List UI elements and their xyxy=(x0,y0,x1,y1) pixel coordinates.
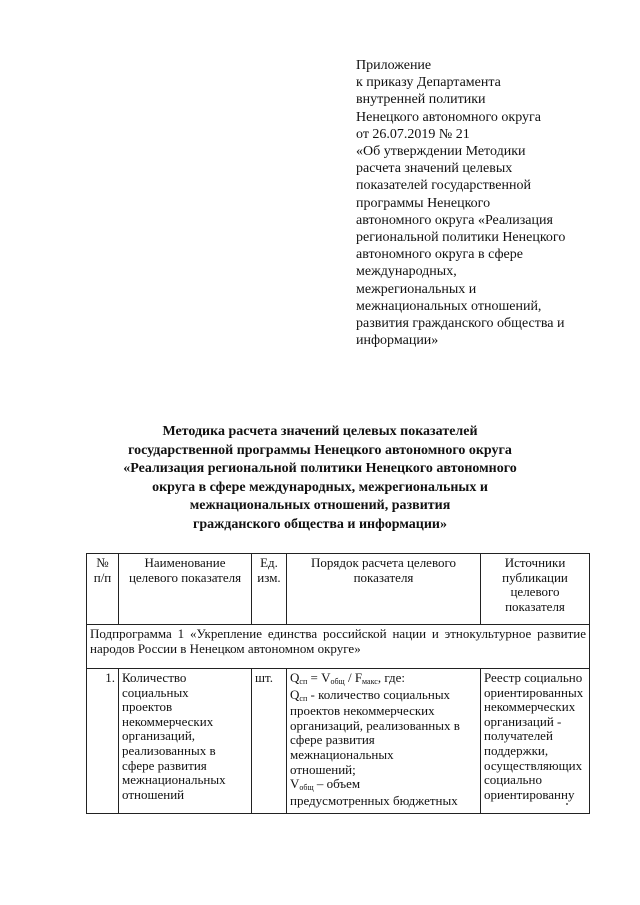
cell-line: поддержки, xyxy=(484,742,549,758)
appendix-line: региональной политики Ненецкого xyxy=(356,230,566,246)
subprogram-text: Подпрограмма 1 «Укрепление единства российской нации и этнокультурное развитие народов России в Ненецком автономном округе» xyxy=(87,625,590,669)
header-text: Источники xyxy=(504,555,566,570)
appendix-line: автономного округа в сфере xyxy=(356,247,523,263)
cell-line: получателей xyxy=(484,728,553,744)
cell-line: социально xyxy=(484,772,542,788)
header-text: Ед. xyxy=(260,555,278,570)
method-line: организаций, реализованных в xyxy=(290,717,460,733)
header-text: изм. xyxy=(257,569,281,585)
method-line: отношений; xyxy=(290,761,356,777)
cell-line: Реестр социально xyxy=(484,670,583,685)
method-line xyxy=(290,688,477,705)
title-line: гражданского общества и информации» xyxy=(192,516,447,532)
appendix-line: расчета значений целевых xyxy=(356,161,513,177)
header-text: целевого xyxy=(510,584,560,600)
formula-part: = V xyxy=(307,670,331,685)
table-row xyxy=(87,669,590,814)
appendix-line: межрегиональных и xyxy=(356,281,477,297)
cell-line: ориентированных xyxy=(484,684,584,700)
appendix-line: международных, xyxy=(356,264,457,280)
cell-line: межнациональных xyxy=(122,772,226,788)
cell-line: сфере развития xyxy=(122,757,207,773)
header-unit xyxy=(252,554,287,625)
cell-line: проектов xyxy=(122,699,173,715)
title-line: Методика расчета значений целевых показателей xyxy=(162,424,478,439)
method-symbol: V xyxy=(290,776,300,792)
header-text: публикации xyxy=(502,569,568,585)
method-line: межнациональных xyxy=(290,746,394,762)
formula-subscript: сп xyxy=(299,677,308,686)
title-line: округа в сфере международных, межрегиональных и xyxy=(152,479,488,495)
formula-subscript: макс xyxy=(362,677,378,686)
header-num xyxy=(87,554,119,625)
cell-line: некоммерческих xyxy=(122,713,214,729)
cell-line: отношений xyxy=(122,786,185,802)
method-line: проектов некоммерческих xyxy=(290,703,435,719)
appendix-block xyxy=(356,57,596,349)
appendix-line: показателей государственной xyxy=(356,178,531,194)
row-source xyxy=(481,669,590,814)
subprogram-row xyxy=(87,625,590,669)
cell-line: ориентированну xyxy=(484,786,575,802)
cell-line: некоммерческих xyxy=(484,699,576,715)
cell-line: организаций, xyxy=(122,728,196,744)
appendix-line: развития гражданского общества и xyxy=(356,316,565,332)
table-header-row xyxy=(87,554,590,625)
header-text: целевого показателя xyxy=(128,569,242,585)
header-text: Наименование xyxy=(144,555,226,570)
header-source xyxy=(481,554,590,625)
title-line: «Реализация региональной политики Ненецкого автономного xyxy=(123,461,517,476)
header-text: Порядок расчета целевого xyxy=(310,555,457,570)
cell-line: организаций - xyxy=(484,713,562,729)
document-title xyxy=(80,423,560,534)
appendix-line: от 26.07.2019 № 21 xyxy=(356,126,470,142)
appendix-line: информации» xyxy=(356,333,439,349)
row-unit: шт. xyxy=(252,669,287,814)
appendix-line: внутренней политики xyxy=(356,92,486,108)
method-line: предусмотренных бюджетных xyxy=(290,792,458,808)
appendix-line: межнациональных отношений, xyxy=(356,298,542,314)
cell-line: Количество xyxy=(122,670,187,685)
appendix-line: «Об утверждении Методики xyxy=(356,144,526,160)
formula-subscript: общ xyxy=(330,677,345,686)
header-text: показателя xyxy=(353,569,414,585)
indicators-table xyxy=(86,553,590,814)
header-method xyxy=(287,554,481,625)
row-number: 1. xyxy=(87,669,119,814)
cell-line: реализованных в xyxy=(122,742,216,758)
appendix-line: Ненецкого автономного округа xyxy=(356,109,541,125)
appendix-line: автономного округа «Реализация xyxy=(356,212,553,228)
method-text: - количество социальных xyxy=(307,686,451,702)
scan-speck xyxy=(566,803,568,805)
method-text: – объем xyxy=(313,776,361,792)
formula-symbol: Q xyxy=(290,670,300,685)
header-text: № xyxy=(96,555,109,570)
appendix-line: программы Ненецкого xyxy=(356,195,491,211)
row-name xyxy=(119,669,252,814)
appendix-line: к приказу Департамента xyxy=(356,75,501,91)
title-line: государственной программы Ненецкого автономного округа xyxy=(128,442,512,458)
method-subscript: общ xyxy=(299,783,314,793)
method-line xyxy=(290,777,477,794)
method-line: сфере развития xyxy=(290,732,375,748)
method-subscript: сп xyxy=(299,693,308,703)
method-symbol: Q xyxy=(290,686,300,702)
header-name xyxy=(119,554,252,625)
formula-line xyxy=(290,671,477,688)
title-line: межнациональных отношений, развития xyxy=(189,498,451,513)
formula-part: / F xyxy=(344,670,363,685)
row-method xyxy=(287,669,481,814)
cell-line: осуществляющих xyxy=(484,757,583,773)
cell-line: социальных xyxy=(122,684,189,700)
header-text: п/п xyxy=(93,569,112,585)
appendix-line: Приложение xyxy=(356,58,432,73)
formula-part: , где: xyxy=(377,670,406,685)
header-text: показателя xyxy=(505,598,565,614)
